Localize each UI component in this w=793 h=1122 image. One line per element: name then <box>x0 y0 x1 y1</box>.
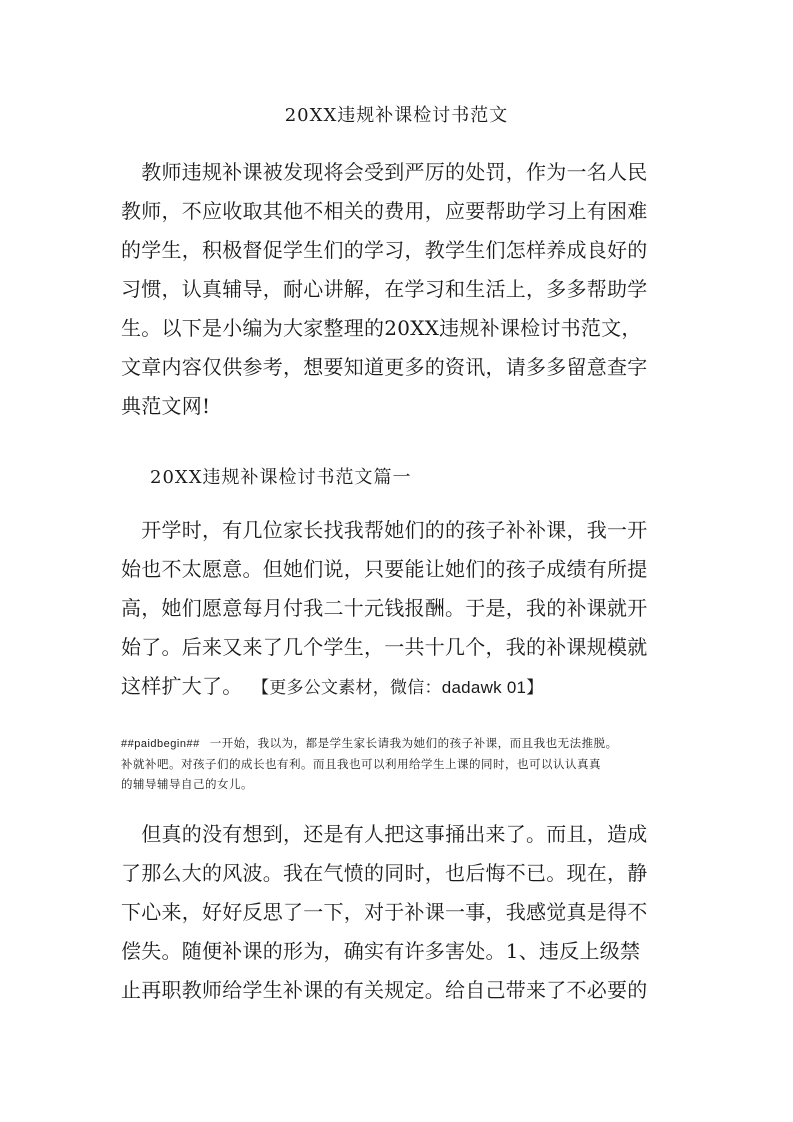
text-line: 止再职教师给学生补课的有关规定。给自己带来了不必要的 <box>121 978 648 1002</box>
text-line: 教师违规补课被发现将会受到严厉的处罚，作为一名人民 <box>121 160 648 184</box>
text-line-end: 这样扩大了。 <box>121 674 243 698</box>
text-line: 偿失。随便补课的形为，确实有许多害处。1、违反上级禁 <box>121 939 641 963</box>
promo-text: 【更多公文素材，微信：dadawk 01】 <box>260 678 544 697</box>
text-line: 但真的没有想到，还是有人把这事捅出来了。而且，造成 <box>121 822 648 846</box>
text-line: 的学生，积极督促学生们的学习，教学生们怎样养成良好的 <box>121 238 648 262</box>
text-line: 生。以下是小编为大家整理的20XX违规补课检讨书范文， <box>121 316 642 340</box>
text-line: 高，她们愿意每月付我二十元钱报酬。于是，我的补课就开 <box>121 596 648 620</box>
excerpt-block <box>121 733 691 794</box>
text-line: 教师，不应收取其他不相关的费用，应要帮助学习上有困难 <box>121 199 648 223</box>
body-paragraph-2 <box>121 815 681 1010</box>
paid-tag: ##paidbegin## <box>121 738 200 750</box>
text-line: 习惯，认真辅导，耐心讲解，在学习和生活上，多多帮助学 <box>121 277 648 301</box>
intro-paragraph <box>121 153 681 426</box>
text-line: 始也不太愿意。但她们说，只要能让她们的孩子成绩有所提 <box>121 557 648 581</box>
document-title: 20XX违规补课检讨书范文 <box>284 105 509 126</box>
excerpt-line: 补就补吧。对孩子们的成长也有利。而且我也可以利用给学生上课的同时，也可以认认真真 <box>121 757 601 771</box>
excerpt-line: 的辅导辅导自己的女儿。 <box>121 777 253 791</box>
body-paragraph-1 <box>121 511 681 706</box>
text-line: 典范文网! <box>121 394 211 418</box>
excerpt-text: 一开始，我以为，都是学生家长请我为她们的孩子补课，而且我也无法推脱。 <box>209 736 618 750</box>
excerpt-line <box>121 733 691 754</box>
text-line: 下心来，好好反思了一下，对于补课一事，我感觉真是得不 <box>121 900 648 924</box>
text-line: 开学时，有几位家长找我帮她们的的孩子补补课，我一开 <box>121 518 648 542</box>
text-line: 了那么大的风波。我在气愤的同时，也后悔不已。现在，静 <box>121 861 648 885</box>
text-line: 文章内容仅供参考，想要知道更多的资讯，请多多留意查字 <box>121 355 648 379</box>
text-line: 始了。后来又来了几个学生，一共十几个，我的补课规模就 <box>121 635 648 659</box>
section-title: 20XX违规补课检讨书范文篇一 <box>150 467 412 488</box>
text-line <box>121 667 681 706</box>
